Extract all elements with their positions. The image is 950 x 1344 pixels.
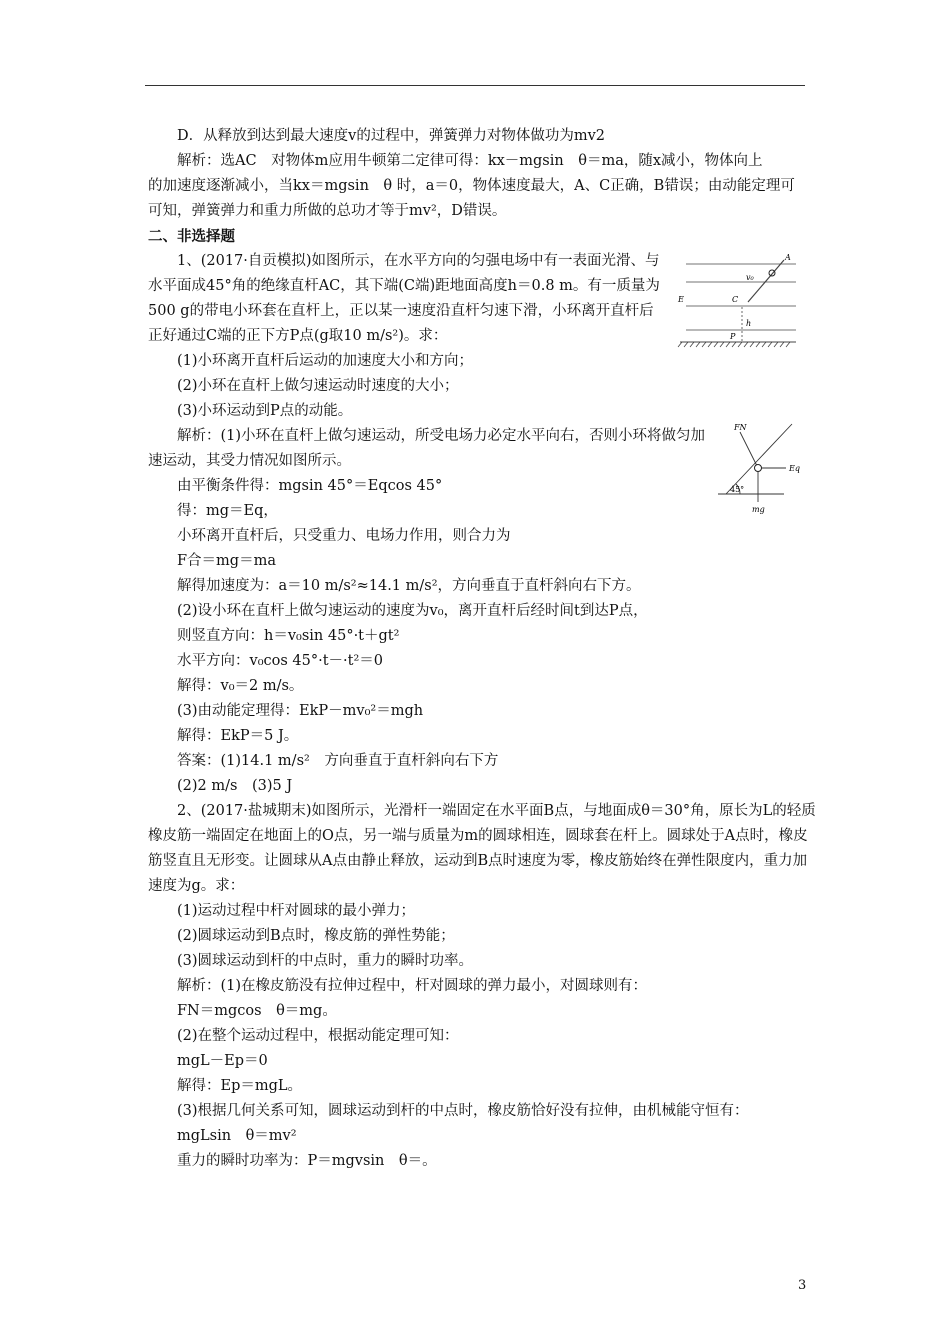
q2-stem: 2、(2017·盐城期末)如图所示，光滑杆一端固定在水平面B点，与地面成θ＝30°角，原长为L的轻质橡皮筋一端固定在地面上的O点，另一端与质量为m的圆球相连，圆球套在杆上。圆球处于A点时，橡皮筋竖直且无形变。让圆球从A点由静止释放，运动到B点时速度为零，橡皮筋始终在弹性限度内，重力加速度为g。求： xyxy=(148,803,816,894)
q2-sub: (3)圆球运动到杆的中点时，重力的瞬时功率。 xyxy=(177,953,474,969)
q1-sub: (3)小环运动到P点的动能。 xyxy=(177,403,353,419)
label-mg: mg xyxy=(752,505,765,514)
q1-step: (2)2 m/s (3)5 J xyxy=(177,778,293,794)
q1-step: (2)设小环在直杆上做匀速运动的速度为v₀，离开直杆后经时间t到达P点， xyxy=(177,603,648,619)
q1-step: 水平方向：v₀cos 45°·t－·t²＝0 xyxy=(177,653,384,669)
q1-step: 解得：EkP＝5 J。 xyxy=(177,728,299,744)
q1-step: 解得：v₀＝2 m/s。 xyxy=(177,678,304,694)
q2-step: (2)在整个运动过程中，根据动能定理可知： xyxy=(177,1028,459,1044)
q1-stem: 1、(2017·自贡模拟)如图所示，在水平方向的匀强电场中有一表面光滑、与水平面成45°角的绝缘直杆AC，其下端(C端)距地面高度h＝0.8 m。有一质量为500 g的带电小环套在直杆上，正以某一速度沿直杆匀速下滑，小环离开直杆后正好通过C端的正下方P点(g取10 m/s²)。求： xyxy=(148,253,660,344)
analysis-line: 解析：选AC 对物体m应用牛顿第二定律可得：kx－mgsin θ＝ma，随x减小，物体向上 xyxy=(177,153,763,169)
force-diagram xyxy=(712,418,816,522)
q1-step: (3)由动能定理得：EkP－mv₀²＝mgh xyxy=(177,703,424,719)
q2-step: mgLsin θ＝mv² xyxy=(177,1128,297,1144)
q1-sub: (1)小环离开直杆后运动的加速度大小和方向； xyxy=(177,353,474,369)
q1-step: 得：mg＝Eq， xyxy=(177,503,278,519)
q1-step: 小环离开直杆后，只受重力、电场力作用，则合力为 xyxy=(177,528,511,544)
q1-step: 解得加速度为：a＝10 m/s²≈14.1 m/s²，方向垂直于直杆斜向右下方。 xyxy=(177,578,641,594)
q2-sub: (2)圆球运动到B点时，橡皮筋的弹性势能； xyxy=(177,928,455,944)
label-eq: Eq xyxy=(789,464,800,473)
q2-step: 解析：(1)在橡皮筋没有拉伸过程中，杆对圆球的弹力最小，对圆球则有： xyxy=(177,978,648,994)
label-e: E xyxy=(678,295,684,304)
label-fn: FN xyxy=(734,423,747,432)
label-h: h xyxy=(746,319,752,328)
q1-step: 答案：(1)14.1 m/s² 方向垂直于直杆斜向右下方 xyxy=(177,753,499,769)
header-rule xyxy=(145,85,805,86)
q1-step: 则竖直方向：h＝v₀sin 45°·t＋gt² xyxy=(177,628,400,644)
q2-step: 重力的瞬时功率为：P＝mgvsin θ＝。 xyxy=(177,1153,437,1169)
analysis-line: 的加速度逐渐减小，当kx＝mgsin θ 时，a＝0，物体速度最大，A、C正确，B错误；由动能定理可 xyxy=(148,178,795,194)
label-c: C xyxy=(732,295,739,304)
q2-step: FN＝mgcos θ＝mg。 xyxy=(177,1003,337,1019)
q2-step: (3)根据几何关系可知，圆球运动到杆的中点时，橡皮筋恰好没有拉伸，由机械能守恒有： xyxy=(177,1103,749,1119)
q2-sub: (1)运动过程中杆对圆球的最小弹力； xyxy=(177,903,416,919)
q1-solution-intro: 解析：(1)小环在直杆上做匀速运动，所受电场力必定水平向右，否则小环将做匀加速运动，其受力情况如图所示。 xyxy=(148,428,706,469)
label-angle: 45° xyxy=(730,485,745,494)
option-d: D．从释放到达到最大速度v的过程中，弹簧弹力对物体做功为mv2 xyxy=(177,128,605,144)
q1-step: 由平衡条件得：mgsin 45°＝Eqcos 45° xyxy=(177,478,443,494)
q2-step: 解得：Ep＝mgL。 xyxy=(177,1078,303,1094)
section-title: 二、非选择题 xyxy=(148,228,235,245)
page-number: 3 xyxy=(798,1278,807,1293)
q1-sub: (2)小环在直杆上做匀速运动时速度的大小； xyxy=(177,378,459,394)
q2-step: mgL－Ep＝0 xyxy=(177,1053,268,1069)
field-rod-figure xyxy=(676,250,800,354)
analysis-line: 可知，弹簧弹力和重力所做的总功才等于mv²，D错误。 xyxy=(148,203,507,219)
q1-step: F合＝mg＝ma xyxy=(177,553,276,569)
label-a: A xyxy=(785,253,791,262)
label-v0: v₀ xyxy=(746,273,754,282)
label-p: P xyxy=(730,332,736,341)
